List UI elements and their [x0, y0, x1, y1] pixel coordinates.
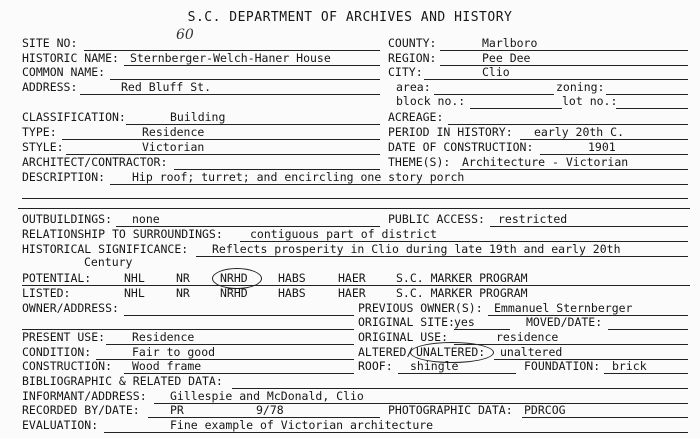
common-name-label: COMMON NAME: — [22, 65, 106, 79]
bibliographic-label: BIBLIOGRAPHIC & RELATED DATA: — [22, 374, 223, 388]
altered-option: UNALTERED: — [416, 345, 486, 359]
city-value: Clio — [482, 65, 510, 79]
description-line — [110, 184, 688, 185]
zoning-line — [606, 94, 688, 95]
recorded-by-value: PR — [170, 403, 184, 417]
relationship-label: RELATIONSHIP TO SURROUNDINGS: — [22, 227, 223, 241]
altered-label: ALTERED/ — [358, 345, 414, 359]
roof-line — [398, 373, 516, 374]
listed-habs: HABS — [278, 286, 306, 300]
foundation-label: FOUNDATION: — [524, 359, 601, 373]
owner-label: OWNER/ADDRESS: — [22, 301, 119, 315]
description-value: Hip roof; turret; and encircling one story porch — [132, 170, 465, 184]
city-label: CITY: — [388, 65, 423, 79]
themes-line — [460, 169, 688, 170]
period-value: early 20th C. — [534, 125, 625, 139]
condition-label: CONDITION: — [22, 345, 92, 359]
lot-no-line — [616, 108, 688, 109]
construction-date-value: 1901 — [588, 140, 616, 154]
owner-line — [124, 315, 354, 316]
roof-label: ROOF: — [358, 359, 393, 373]
county-label: COUNTY: — [388, 36, 437, 50]
potential-nr: NR — [176, 271, 190, 285]
construction-value: Wood frame — [132, 359, 202, 373]
present-use-value: Residence — [132, 330, 195, 344]
recorded-by-label: RECORDED BY/DATE: — [22, 403, 140, 417]
moved-date-label: MOVED/DATE: — [526, 315, 603, 329]
address-value: Red Bluff St. — [121, 80, 212, 94]
potential-nhl: NHL — [124, 271, 145, 285]
public-access-label: PUBLIC ACCESS: — [388, 212, 485, 226]
block-no-line — [470, 108, 562, 109]
listed-nr: NR — [176, 286, 190, 300]
type-label: TYPE: — [22, 125, 57, 139]
potential-habs: HABS — [278, 271, 306, 285]
potential-haer: HAER — [338, 271, 366, 285]
lot-no-label: lot no.: — [562, 94, 618, 108]
description-label: DESCRIPTION: — [22, 170, 106, 184]
historic-name-label: HISTORIC NAME: — [22, 51, 119, 65]
architect-label: ARCHITECT/CONTRACTOR: — [22, 155, 168, 169]
potential-label: POTENTIAL: — [22, 271, 92, 285]
themes-value: Architecture - Victorian — [462, 155, 629, 169]
present-use-label: PRESENT USE: — [22, 330, 106, 344]
foundation-value: brick — [612, 359, 647, 373]
original-use-label: ORIGINAL USE: — [358, 330, 449, 344]
style-label: STYLE: — [22, 140, 64, 154]
listed-nhl: NHL — [124, 286, 145, 300]
original-site-value: yes — [454, 315, 475, 329]
classification-label: CLASSIFICATION: — [22, 110, 126, 124]
acreage-label: ACREAGE: — [388, 110, 444, 124]
significance-label: HISTORICAL SIGNIFICANCE: — [22, 242, 189, 256]
period-label: PERIOD IN HISTORY: — [388, 125, 513, 139]
evaluation-label: EVALUATION: — [22, 418, 99, 432]
county-value: Marlboro — [482, 36, 538, 50]
previous-owners-label: PREVIOUS OWNER(S): — [358, 301, 483, 315]
type-value: Residence — [142, 125, 205, 139]
region-line — [440, 65, 688, 66]
potential-marker: S.C. MARKER PROGRAM — [396, 271, 528, 285]
informant-label: INFORMANT/ADDRESS: — [22, 389, 147, 403]
significance-value-2: Century — [84, 255, 133, 269]
region-value: Pee Dee — [482, 51, 531, 65]
themes-label: THEME(S): — [388, 155, 451, 169]
evaluation-value: Fine example of Victorian architecture — [170, 418, 434, 432]
construction-label: CONSTRUCTION: — [22, 359, 113, 373]
classification-value: Building — [170, 110, 226, 124]
historic-name-line — [124, 65, 380, 66]
photographic-value: PDRCOG — [524, 403, 566, 417]
area-label: area: — [396, 80, 431, 94]
type-line — [62, 139, 380, 140]
description-line-2 — [22, 198, 688, 199]
listed-nrhd: NRHD — [220, 286, 248, 300]
site-no-value: 60 — [176, 27, 194, 43]
outbuildings-label: OUTBUILDINGS: — [22, 212, 113, 226]
previous-owners-value: Emmanuel Sternberger — [494, 301, 633, 315]
outbuildings-value: none — [132, 212, 160, 226]
significance-line — [196, 256, 688, 257]
evaluation-line — [104, 432, 688, 433]
original-use-line — [454, 344, 688, 345]
relationship-value: contiguous part of district — [250, 227, 437, 241]
significance-value: Reflects prosperity in Clio during late 19th and early 20th — [212, 242, 621, 256]
photographic-line — [522, 417, 688, 418]
roof-value: shingle — [410, 359, 459, 373]
recorded-date-value: 9/78 — [256, 403, 284, 417]
address-line — [80, 94, 380, 95]
zoning-label: zoning: — [556, 80, 605, 94]
listed-label: LISTED: — [22, 286, 71, 300]
site-no-label: SITE NO: — [22, 36, 78, 50]
original-site-label: ORIGINAL SITE: — [358, 315, 455, 329]
listed-haer: HAER — [338, 286, 366, 300]
form-title: S.C. DEPARTMENT OF ARCHIVES AND HISTORY — [187, 10, 513, 25]
county-line — [440, 50, 688, 51]
block-no-label: block no.: — [396, 94, 466, 108]
region-label: REGION: — [388, 51, 437, 65]
moved-date-line — [608, 329, 688, 330]
photographic-label: PHOTOGRAPHIC DATA: — [388, 403, 513, 417]
original-use-value: residence — [496, 330, 559, 344]
potential-nrhd: NRHD — [220, 271, 248, 285]
section-divider — [18, 208, 690, 209]
foundation-line — [604, 373, 688, 374]
altered-value: unaltered — [500, 345, 563, 359]
address-label: ADDRESS: — [22, 80, 78, 94]
public-access-value: restricted — [498, 212, 568, 226]
construction-date-label: DATE OF CONSTRUCTION: — [388, 140, 534, 154]
condition-value: Fair to good — [132, 345, 216, 359]
style-value: Victorian — [142, 140, 205, 154]
public-access-line — [490, 226, 688, 227]
listed-marker: S.C. MARKER PROGRAM — [396, 286, 528, 300]
informant-value: Gillespie and McDonald, Clio — [170, 389, 364, 403]
historic-name-value: Sternberger-Welch-Haner House — [130, 51, 331, 65]
